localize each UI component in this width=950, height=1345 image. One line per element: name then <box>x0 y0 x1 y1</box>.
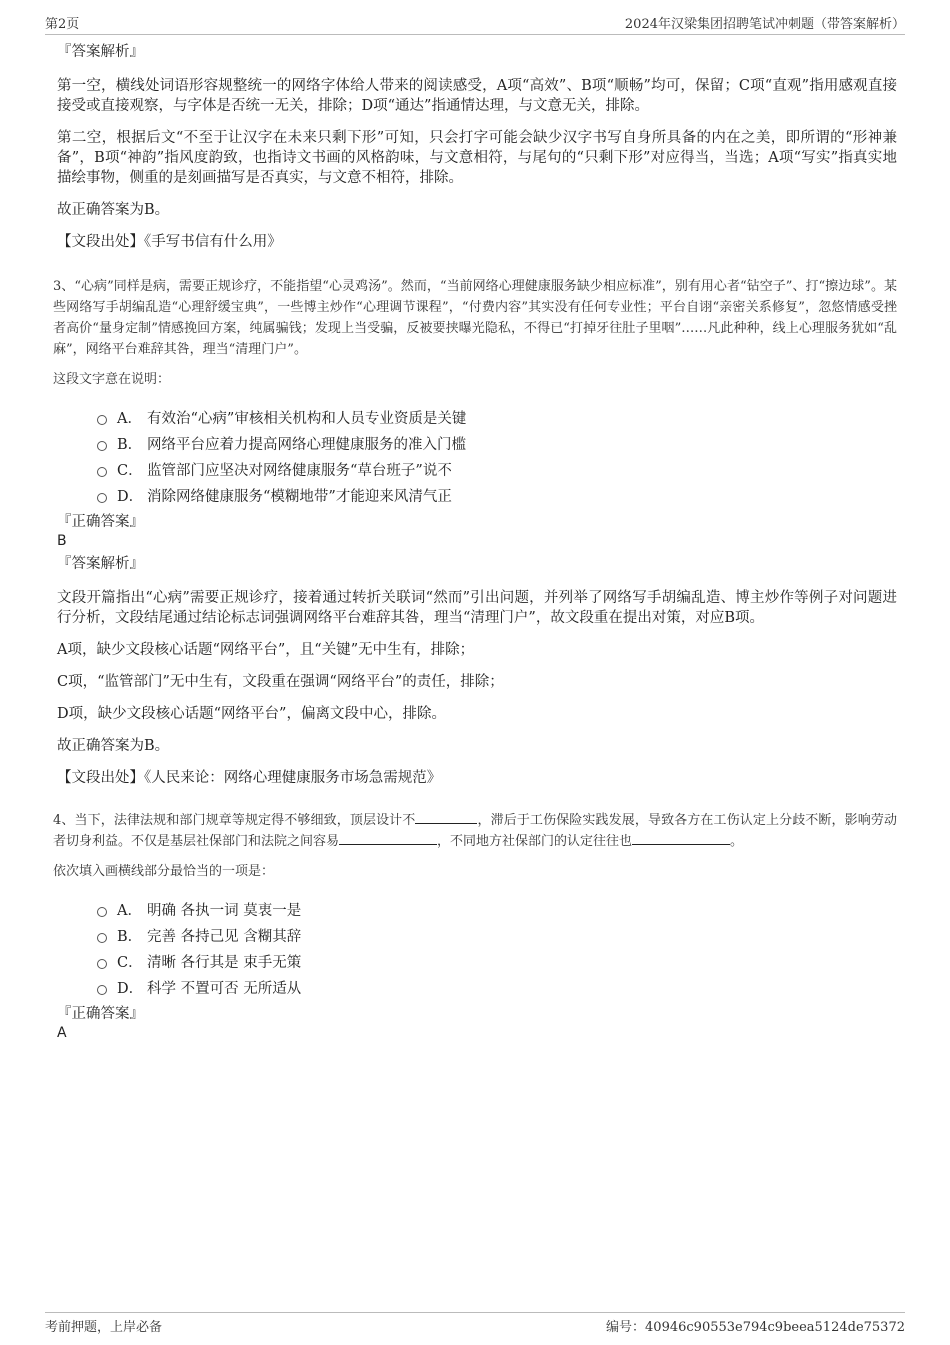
q4-option-b[interactable] <box>97 922 897 948</box>
q2-analysis-paragraph-2: 第二空，根据后文“不至于让汉字在未来只剩下形”可知，只会打字可能会缺少汉字书写自身所具备的内在之美，即所谓的“形神兼备”，B项“神韵”指风度韵致，也指诗文书画的风格韵味，与文意相符，与尾句的“只剩下形”对应得当，当选；A项“写实”指真实地描绘事物，侧重的是刻画描写是否真实，与文意不相符，排除。 <box>57 130 897 186</box>
q3-option-c[interactable] <box>97 456 897 482</box>
q3-analysis-option-c: C项，“监管部门”无中生有，文段重在强调“网络平台”的责任，排除； <box>57 674 504 690</box>
radio-icon[interactable] <box>97 933 107 943</box>
option-letter: C． <box>117 954 143 971</box>
option-letter: B． <box>117 436 143 453</box>
source-title: 《人民来论：网络心理健康服务市场急需规范》 <box>144 770 442 786</box>
page-footer <box>45 1312 905 1335</box>
radio-icon[interactable] <box>97 985 107 995</box>
q2-analysis-paragraph-1: 第一空，横线处词语形容规整统一的网络字体给人带来的阅读感受，A项“高效”、B项“顺畅”均可，保留；C项“直观”指用感观直接接受或直接观察，与字体是否统一无关，排除；D项“通达”指通情达理，与文意无关，排除。 <box>57 78 897 114</box>
analysis-label: 『答案解析』 <box>57 44 144 60</box>
q4-prompt: 依次填入画横线部分最恰当的一项是： <box>53 864 275 879</box>
q3-stem: 3、“心病”同样是病，需要正规诊疗，不能指望“心灵鸡汤”。然而，“当前网络心理健康服务缺少相应标准”，别有用心者“钻空子”、打“擦边球”。某些网络写手胡编乱造“心理舒缓宝典”，一些博主炒作“心理调节课程”，“付费内容”其实没有任何专业性；平台自诩“亲密关系修复”，忽悠情感受挫者高价“量身定制”情感挽回方案，纯属骗钱；发现上当受骗，反被要挟曝光隐私，不得已“打掉牙往肚子里咽”……凡此种种，线上心理服务犹如“乱麻”，网络平台难辞其咎，理当“清理门户”。 <box>53 279 897 357</box>
q3-options <box>97 404 897 508</box>
source-label: 【文段出处】 <box>57 770 144 786</box>
document-title: 2024年汉梁集团招聘笔试冲刺题（带答案解析） <box>624 17 905 32</box>
q3-analysis-paragraph-1: 文段开篇指出“心病”需要正规诊疗，接着通过转折关联词“然而”引出问题，并列举了网络写手胡编乱造、博主炒作等例子对问题进行分析，文段结尾通过结论标志词强调网络平台难辞其咎，理当“清理门户”，故文段重在提出对策，对应B项。 <box>57 590 897 626</box>
option-letter: D． <box>117 488 144 505</box>
option-text: 有效治“心病”审核相关机构和人员专业资质是关键 <box>147 410 467 427</box>
q4-stem-part-2: ，滞后于工伤保险实践发展，导致各方在工伤认定上分歧不断，影响劳动者切身利益。不仅是基层社保部门和法院之间容易 <box>53 813 897 849</box>
q4-option-a[interactable] <box>97 896 897 922</box>
q4-option-c[interactable] <box>97 948 897 974</box>
fill-blank-2 <box>339 831 437 845</box>
radio-icon[interactable] <box>97 907 107 917</box>
radio-icon[interactable] <box>97 493 107 503</box>
document-body <box>53 42 897 1046</box>
source-label: 【文段出处】 <box>57 234 144 250</box>
q4-option-d[interactable] <box>97 974 897 1000</box>
q4-stem-part-1: 4、当下，法律法规和部门规章等规定得不够细致，顶层设计不 <box>53 813 416 828</box>
option-text: 消除网络健康服务“模糊地带”才能迎来风清气正 <box>147 488 452 505</box>
radio-icon[interactable] <box>97 467 107 477</box>
fill-blank-1 <box>415 810 477 824</box>
option-text: 网络平台应着力提高网络心理健康服务的准入门槛 <box>147 436 466 453</box>
q3-answer: B <box>57 533 67 549</box>
option-text: 监管部门应坚决对网络健康服务“草台班子”说不 <box>147 462 452 479</box>
radio-icon[interactable] <box>97 441 107 451</box>
q3-prompt: 这段文字意在说明： <box>53 372 171 387</box>
option-text: 完善 各持己见 含糊其辞 <box>147 928 302 945</box>
option-text: 明确 各执一词 莫衷一是 <box>147 902 302 919</box>
option-letter: B． <box>117 928 143 945</box>
document-serial: 编号：40946c90553e794c9beea5124de75372 <box>606 1320 905 1335</box>
q3-option-a[interactable] <box>97 404 897 430</box>
fill-blank-3 <box>632 831 730 845</box>
q3-option-d[interactable] <box>97 482 897 508</box>
option-letter: A． <box>117 902 142 919</box>
option-letter: A． <box>117 410 142 427</box>
q4-answer: A <box>57 1025 67 1041</box>
radio-icon[interactable] <box>97 415 107 425</box>
page-number: 第2页 <box>45 17 80 32</box>
analysis-label: 『答案解析』 <box>57 556 144 572</box>
correct-answer-label: 『正确答案』 <box>57 514 144 530</box>
q2-conclusion: 故正确答案为B。 <box>57 202 170 218</box>
q4-stem-part-3: ，不同地方社保部门的认定往往也 <box>437 834 633 849</box>
footer-slogan: 考前押题，上岸必备 <box>45 1320 163 1335</box>
q2-source <box>57 232 897 252</box>
q4-options <box>97 896 897 1000</box>
q3-option-b[interactable] <box>97 430 897 456</box>
q3-analysis-option-a: A项，缺少文段核心话题“网络平台”，且“关键”无中生有，排除； <box>57 642 475 658</box>
correct-answer-label: 『正确答案』 <box>57 1006 144 1022</box>
option-text: 科学 不置可否 无所适从 <box>147 980 302 997</box>
q3-analysis-option-d: D项，缺少文段核心话题“网络平台”，偏离文段中心，排除。 <box>57 706 446 722</box>
page-header <box>45 12 905 35</box>
q4-stem-part-4: 。 <box>730 834 744 849</box>
option-text: 清晰 各行其是 束手无策 <box>147 954 302 971</box>
source-title: 《手写书信有什么用》 <box>144 234 282 250</box>
q3-source <box>57 768 897 788</box>
option-letter: D． <box>117 980 144 997</box>
q4-stem <box>53 810 897 852</box>
q3-conclusion: 故正确答案为B。 <box>57 738 170 754</box>
option-letter: C． <box>117 462 143 479</box>
radio-icon[interactable] <box>97 959 107 969</box>
